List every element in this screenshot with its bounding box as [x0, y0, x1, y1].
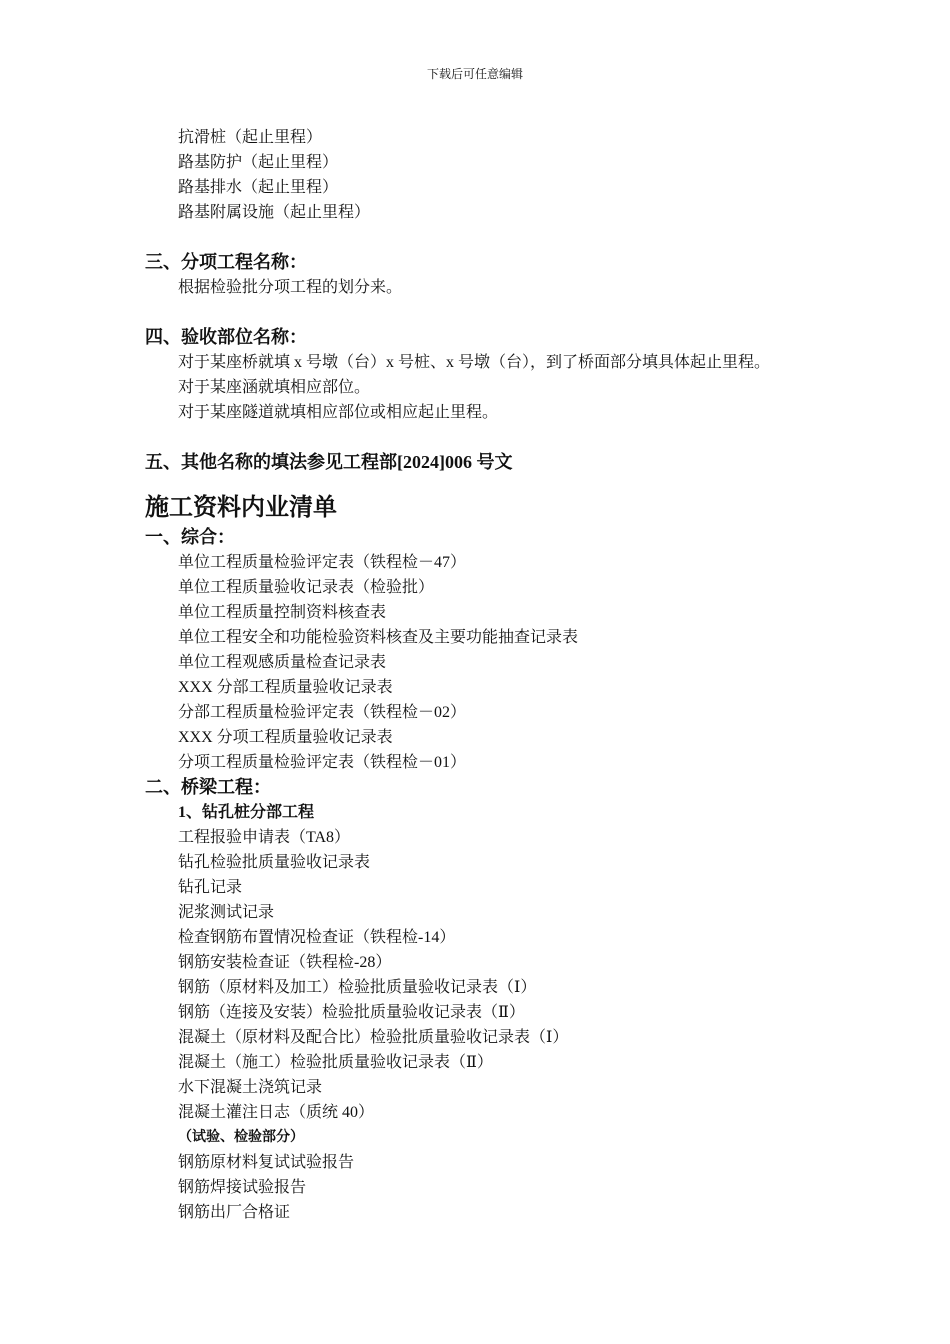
general-item: 单位工程质量验收记录表（检验批） — [178, 579, 435, 596]
bridge-item: 混凝土灌注日志（质统 40） — [178, 1104, 375, 1121]
bridge-item: 钢筋（连接及安装）检验批质量验收记录表（Ⅱ） — [178, 1004, 525, 1021]
bridge-item: 泥浆测试记录 — [178, 904, 275, 921]
document-body — [145, 125, 845, 1225]
general-section-title: 一、综合： — [145, 527, 235, 547]
section3-line: 根据检验批分项工程的划分来。 — [178, 279, 403, 296]
bored-pile-subsection-title: 1、钻孔桩分部工程 — [178, 804, 315, 821]
page-header: 下载后可任意编辑 — [426, 67, 523, 81]
bridge-item: 钻孔检验批质量验收记录表 — [178, 854, 371, 871]
bridge-item: 钢筋安装检查证（铁程检-28） — [178, 954, 392, 971]
bridge-item: 检查钢筋布置情况检查证（铁程检-14） — [178, 929, 456, 946]
general-item: XXX 分部工程质量验收记录表 — [178, 679, 393, 696]
bridge-item: 水下混凝土浇筑记录 — [178, 1079, 323, 1096]
checklist-title: 施工资料内业清单 — [145, 495, 337, 521]
general-item: 单位工程质量检验评定表（铁程检－47） — [178, 554, 467, 571]
test-item: 钢筋出厂合格证 — [178, 1204, 291, 1221]
test-item: 钢筋原材料复试试验报告 — [178, 1154, 355, 1171]
bridge-section-title: 二、桥梁工程： — [145, 777, 271, 797]
section5-title: 五、其他名称的填法参见工程部[2024]006 号文 — [145, 452, 513, 472]
general-item: 分项工程质量检验评定表（铁程检－01） — [178, 754, 467, 771]
bridge-item: 混凝土（施工）检验批质量验收记录表（Ⅱ） — [178, 1054, 493, 1071]
test-inspection-subtitle: （试验、检验部分） — [178, 1130, 304, 1145]
section4-line: 对于某座隧道就填相应部位或相应起止里程。 — [178, 404, 499, 421]
test-item: 钢筋焊接试验报告 — [178, 1179, 307, 1196]
general-item: 单位工程安全和功能检验资料核查及主要功能抽查记录表 — [178, 629, 579, 646]
section3-title: 三、分项工程名称： — [145, 252, 307, 272]
section4-title: 四、验收部位名称： — [145, 327, 307, 347]
section4-line: 对于某座桥就填 x 号墩（台）x 号桩、x 号墩（台），到了桥面部分填具体起止里程。 — [178, 354, 771, 371]
general-item: 单位工程观感质量检查记录表 — [178, 654, 387, 671]
intro-item: 路基排水（起止里程） — [178, 179, 339, 196]
intro-item: 路基防护（起止里程） — [178, 154, 339, 171]
bridge-item: 钻孔记录 — [178, 879, 243, 896]
intro-item: 路基附属设施（起止里程） — [178, 204, 371, 221]
intro-item: 抗滑桩（起止里程） — [178, 129, 323, 146]
bridge-item: 钢筋（原材料及加工）检验批质量验收记录表（Ⅰ） — [178, 979, 537, 996]
general-item: 分部工程质量检验评定表（铁程检－02） — [178, 704, 467, 721]
general-item: 单位工程质量控制资料核查表 — [178, 604, 387, 621]
bridge-item: 工程报验申请表（TA8） — [178, 829, 351, 846]
general-item: XXX 分项工程质量验收记录表 — [178, 729, 393, 746]
section4-line: 对于某座涵就填相应部位。 — [178, 379, 371, 396]
bridge-item: 混凝土（原材料及配合比）检验批质量验收记录表（Ⅰ） — [178, 1029, 569, 1046]
